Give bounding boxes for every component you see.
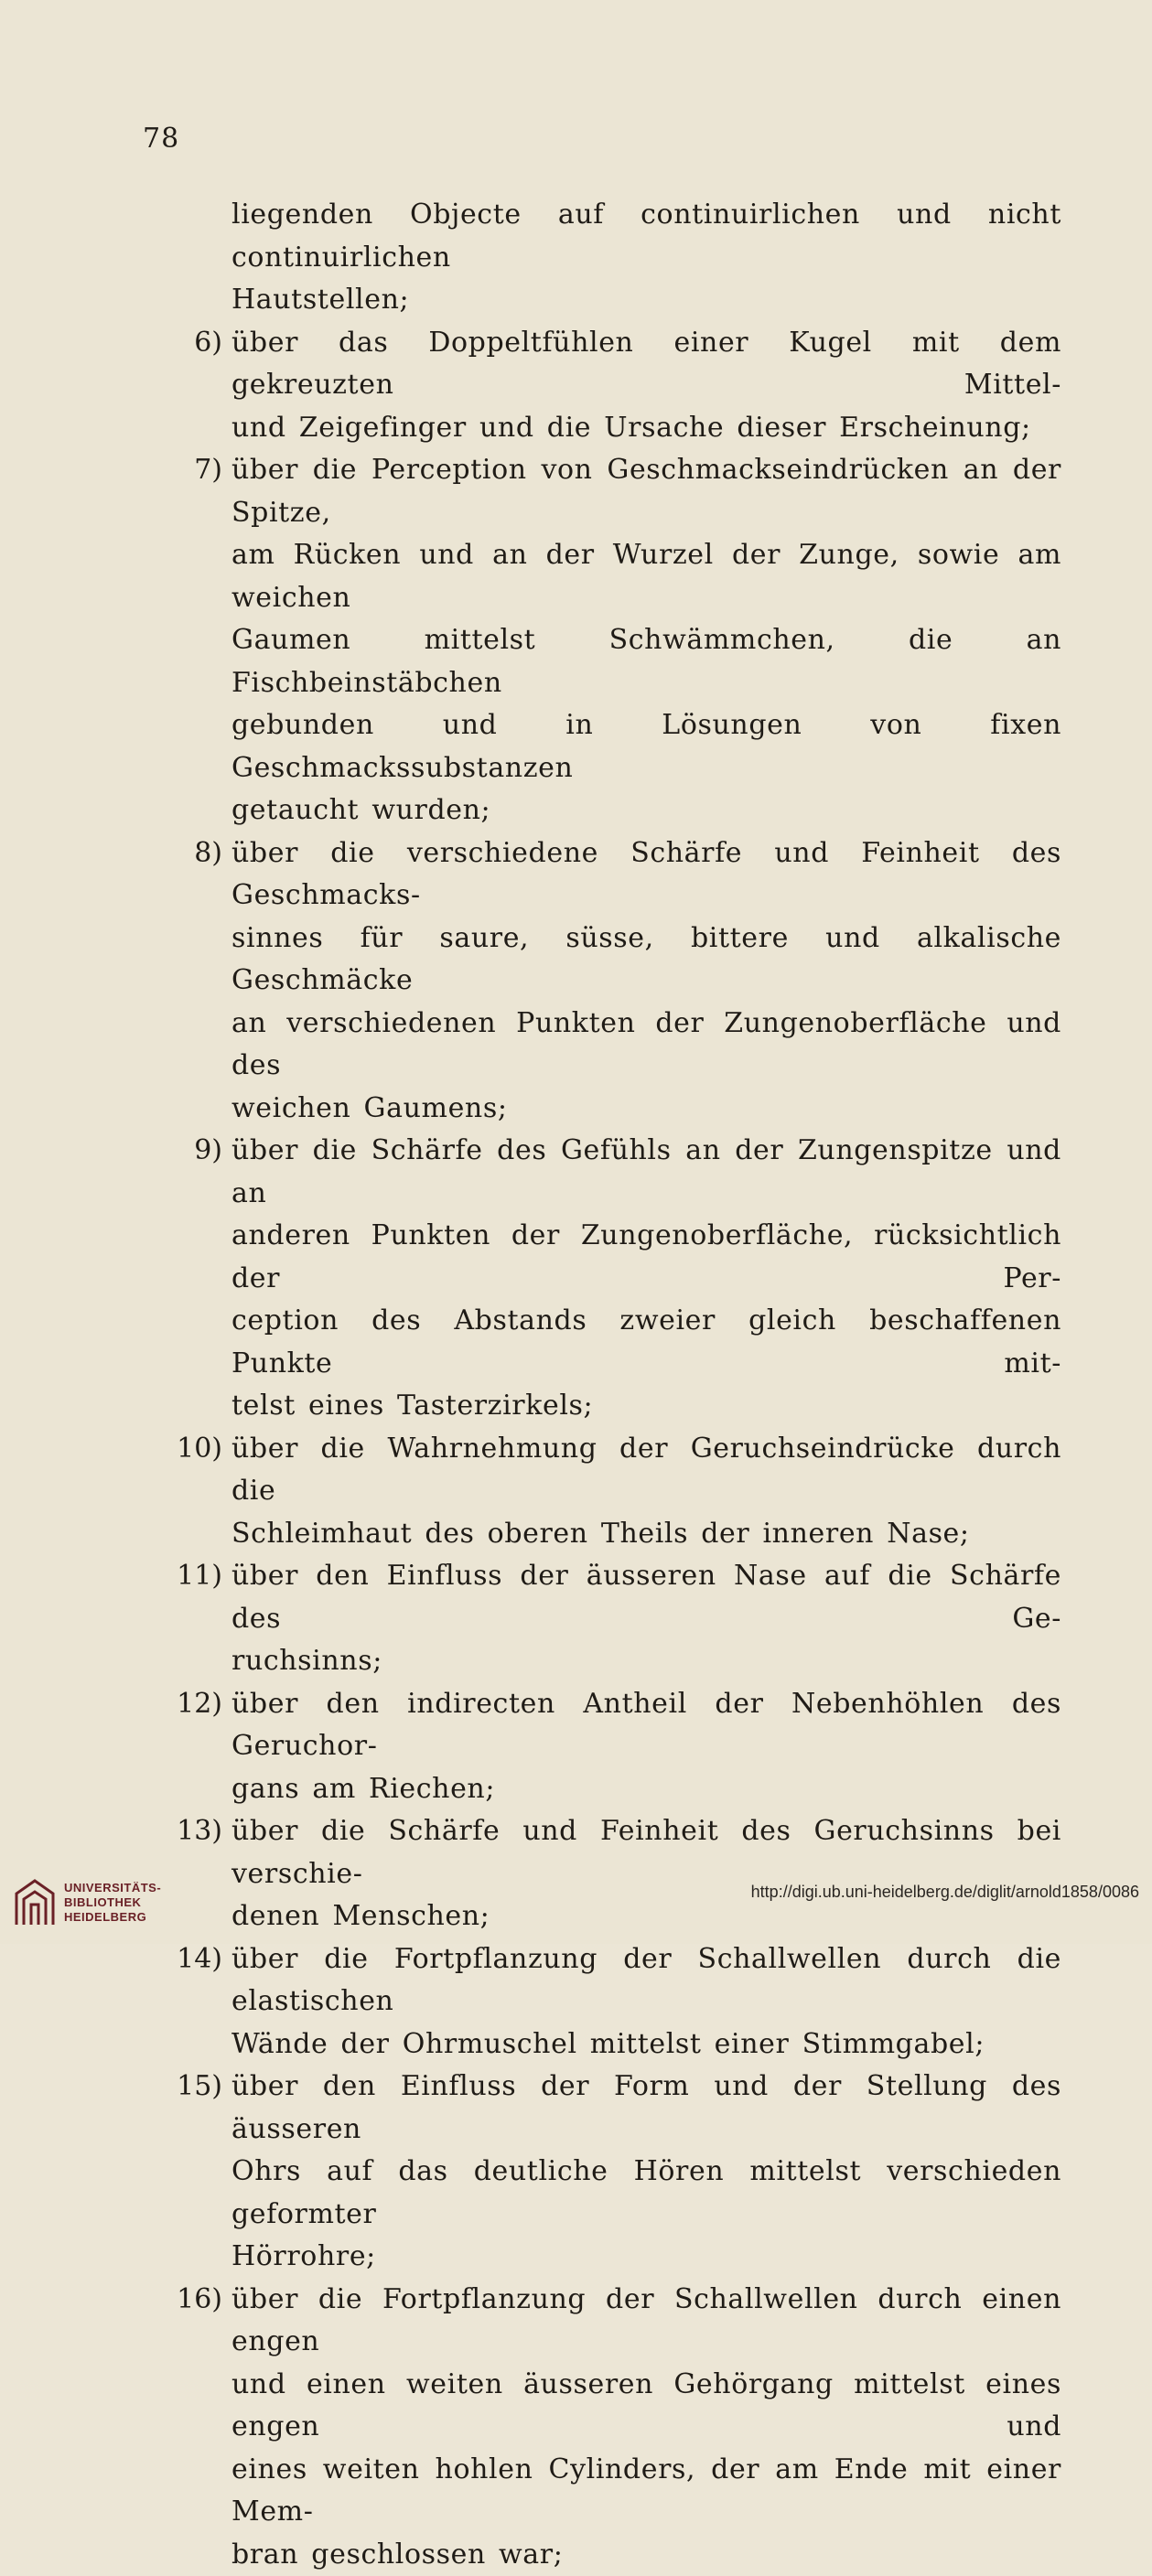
item-number: 11) [146,1555,222,1598]
text-line: über die Fortpflanzung der Schallwellen durch die elastischen [231,1938,1061,2023]
text-line: weichen Gaumens; [231,1088,1061,1131]
text-line: Schleimhaut des oberen Theils der inneren Nase; [231,1513,1061,1556]
item-number: 7) [146,449,222,492]
item-number: 10) [146,1428,222,1471]
item-text [231,1130,1061,1428]
item-text [231,832,1061,1131]
list-item [146,322,1061,450]
library-name-line: UNIVERSITÄTS- [64,1881,161,1895]
text-line: Gaumen mittelst Schwämmchen, die an Fischbeinstäbchen [231,619,1061,704]
item-number: 8) [146,832,222,875]
item-number: 16) [146,2279,222,2322]
list-item [146,2279,1061,2576]
text-line: gebunden und in Lösungen von fixen Geschmackssubstanzen [231,704,1061,789]
library-name [64,1881,161,1925]
text-line: über die Wahrnehmung der Geruchseindrücke durch die [231,1428,1061,1513]
text-line: über die Perception von Geschmackseindrücken an der Spitze, [231,449,1061,534]
source-url-link[interactable]: http://digi.ub.uni-heidelberg.de/diglit/arnold1858/0086 [751,1883,1139,1902]
list-item [146,1428,1061,1556]
item-text [231,1938,1061,2066]
item-text [231,2279,1061,2576]
list-item [146,449,1061,832]
text-line: über das Doppeltfühlen einer Kugel mit dem gekreuzten Mittel- [231,322,1061,407]
text-line: telst eines Tasterzirkels; [231,1385,1061,1428]
text-line: ruchsinns; [231,1640,1061,1683]
text-line: über die Schärfe des Gefühls an der Zungenspitze und an [231,1130,1061,1215]
item-text [231,1428,1061,1556]
text-line: am Rücken und an der Wurzel der Zunge, sowie am weichen [231,534,1061,619]
list-item [146,1555,1061,1683]
text-line: Ohrs auf das deutliche Hören mittelst verschieden geformter [231,2151,1061,2236]
list-item [146,1683,1061,1811]
text-line: über die verschiedene Schärfe und Feinheit des Geschmacks- [231,832,1061,918]
library-name-line: BIBLIOTHEK [64,1895,161,1910]
item-number: 6) [146,322,222,365]
text-line: liegenden Objecte auf continuirlichen und nicht continuirlichen [231,194,1061,279]
library-name-line: HEIDELBERG [64,1910,161,1925]
item-text [231,449,1061,832]
text-line: und Zeigefinger und die Ursache dieser Erscheinung; [231,407,1061,450]
item-number: 9) [146,1130,222,1173]
text-line: bran geschlossen war; [231,2534,1061,2576]
footer [0,1866,1152,1944]
page-number: 78 [143,123,179,155]
text-line: über den indirecten Antheil der Nebenhöhlen des Geruchor- [231,1683,1061,1768]
text-line: sinnes für saure, süsse, bittere und alkalische Geschmäcke [231,918,1061,1003]
text-line: über den Einfluss der äusseren Nase auf die Schärfe des Ge- [231,1555,1061,1640]
text-line: und einen weiten äusseren Gehörgang mittelst eines engen und [231,2364,1061,2449]
item-number: 13) [146,1810,222,1853]
library-logo-icon [11,1875,59,1930]
item-text [231,2066,1061,2279]
text-line: ception des Abstands zweier gleich beschaffenen Punkte mit- [231,1300,1061,1385]
item-text [231,322,1061,450]
text-line: an verschiedenen Punkten der Zungenoberfläche und des [231,1003,1061,1088]
item-number: 14) [146,1938,222,1981]
text-line: anderen Punkten der Zungenoberfläche, rücksichtlich der Per- [231,1215,1061,1300]
item-text [231,1683,1061,1811]
list-item [146,1938,1061,2066]
item-number: 12) [146,1683,222,1726]
list-item [146,194,1061,322]
text-line: Hautstellen; [231,279,1061,322]
text-line: Wände der Ohrmuschel mittelst einer Stimmgabel; [231,2023,1061,2066]
list-item [146,832,1061,1131]
item-number: 15) [146,2066,222,2109]
text-line: über die Schärfe und Feinheit des Geruchsinns bei verschie- [231,1810,1061,1895]
text-line: über die Fortpflanzung der Schallwellen durch einen engen [231,2279,1061,2364]
text-line: Hörrohre; [231,2236,1061,2279]
text-line: gans am Riechen; [231,1768,1061,1811]
item-text [231,194,1061,322]
text-line: getaucht wurden; [231,789,1061,832]
item-text [231,1555,1061,1683]
list-item [146,2066,1061,2279]
numbered-list [146,194,1061,2576]
text-line: denen Menschen; [231,1895,1061,1938]
list-item [146,1130,1061,1428]
text-line: eines weiten hohlen Cylinders, der am Ende mit einer Mem- [231,2449,1061,2534]
text-line: über den Einfluss der Form und der Stellung des äusseren [231,2066,1061,2151]
